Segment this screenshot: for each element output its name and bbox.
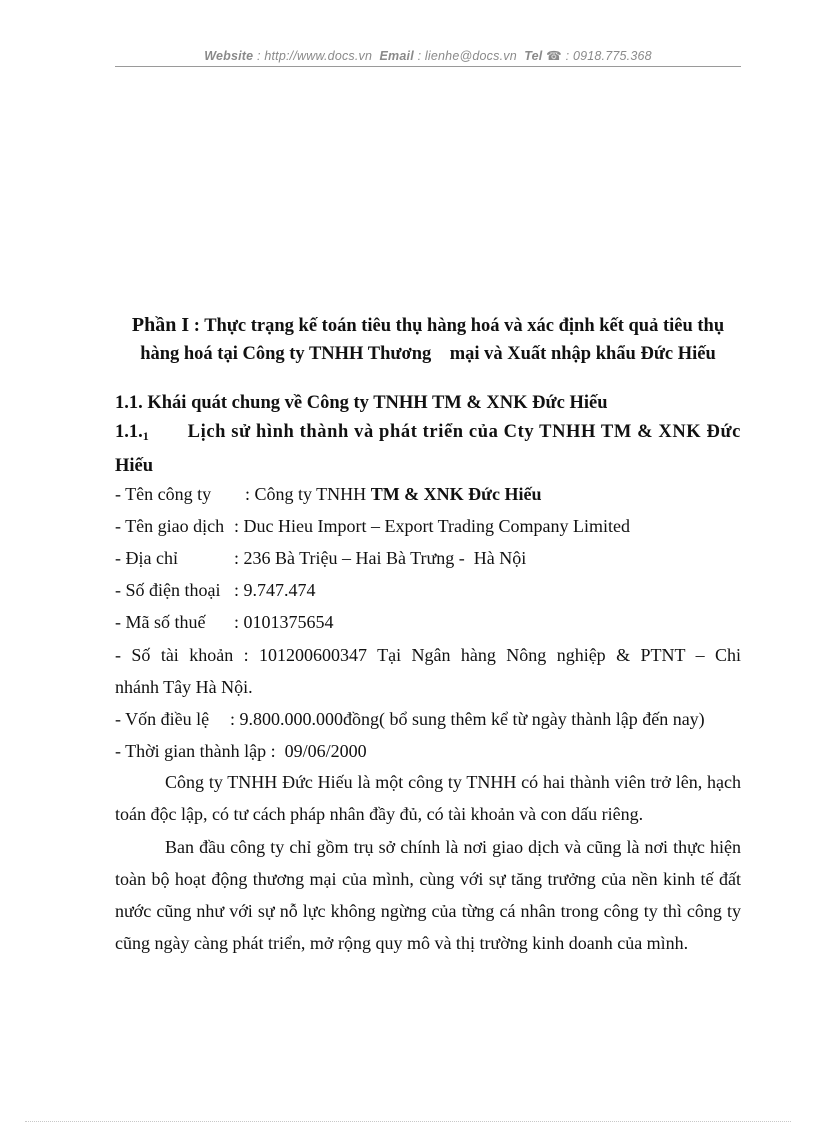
section-title-part-1: Lịch sử hình thành và phát triển của Cty TNHH TM & XNK Đức bbox=[187, 422, 741, 442]
section-heading-1-1-1 bbox=[115, 417, 741, 481]
paragraph-2: Ban đầu công ty chỉ gồm trụ sở chính là nơi giao dịch và cũng là nơi thực hiện toàn bộ hoạt động thương mại của mình, cùng với sự tăng trưởng của nền kinh tế đất nước cũng như với sự nỗ lực không ngừng của từng cá nhân trong công ty thì công ty cũng ngày càng phát triển, mở rộng quy mô và thị trường kinh doanh của mình. bbox=[115, 837, 741, 953]
info-capital: - Vốn điều lệ : 9.800.000.000đồng( bổ sung thêm kể từ ngày thành lập đến nay) bbox=[115, 709, 705, 729]
info-address: - Địa chỉ : 236 Bà Triệu – Hai Bà Trưng - Hà Nội bbox=[115, 548, 527, 568]
footer-divider bbox=[25, 1121, 791, 1122]
info-company-name: - Tên công ty : Công ty TNHH TM & XNK Đức Hiếu bbox=[115, 484, 542, 504]
tel-label: Tel bbox=[524, 49, 543, 63]
section-heading-1-1: 1.1. Khái quát chung về Công ty TNHH TM & XNK Đức Hiếu bbox=[115, 393, 608, 413]
phone-icon: ☎ bbox=[546, 49, 562, 63]
tel-value: 0918.775.368 bbox=[572, 49, 652, 63]
part-title-text: Thực trạng kế toán tiêu thụ hàng hoá và xác định kết quả tiêu thụ bbox=[204, 316, 725, 336]
header-divider bbox=[115, 66, 741, 67]
info-tax-code: - Mã số thuế : 0101375654 bbox=[115, 612, 334, 632]
info-founded: - Thời gian thành lập : 09/06/2000 bbox=[115, 741, 367, 761]
paragraph-1: Công ty TNHH Đức Hiếu là một công ty TNHH có hai thành viên trở lên, hạch toán độc lập, có tư cách pháp nhân đầy đủ, có tài khoản và con dấu riêng. bbox=[115, 772, 741, 824]
info-account-line-1: - Số tài khoản : 101200600347 Tại Ngân hàng Nông nghiệp & PTNT – Chi bbox=[115, 645, 741, 665]
section-number: $1.1._1$ bbox=[115, 422, 149, 443]
website-label: Website bbox=[204, 49, 254, 63]
info-phone: - Số điện thoại : 9.747.474 bbox=[115, 580, 316, 600]
part-title-line-1: Phần I : Thực trạng kế toán tiêu thụ hàng hoá và xác định kết quả tiêu thụ bbox=[131, 314, 725, 336]
part-title-line-2: hàng hoá tại Công ty TNHH Thương mại và Xuất nhập khẩu Đức Hiếu bbox=[140, 344, 716, 364]
email-label: Email bbox=[379, 49, 414, 63]
website-link[interactable]: http://www.docs.vn bbox=[264, 49, 373, 63]
section-heading-1-1-1-line bbox=[115, 417, 741, 451]
email-link[interactable]: lienhe@docs.vn bbox=[424, 49, 517, 63]
page-header: Website : http://www.docs.vn Email : lienhe@docs.vn Tel ☎ : 0918.775.368 bbox=[204, 49, 652, 63]
part-number: Phần I bbox=[131, 314, 190, 336]
section-title-part-2: Hiếu bbox=[115, 456, 154, 476]
part-title bbox=[115, 311, 741, 368]
info-trade-name: - Tên giao dịch : Duc Hieu Import – Export Trading Company Limited bbox=[115, 516, 630, 536]
info-account-line-2: nhánh Tây Hà Nội. bbox=[115, 677, 253, 697]
